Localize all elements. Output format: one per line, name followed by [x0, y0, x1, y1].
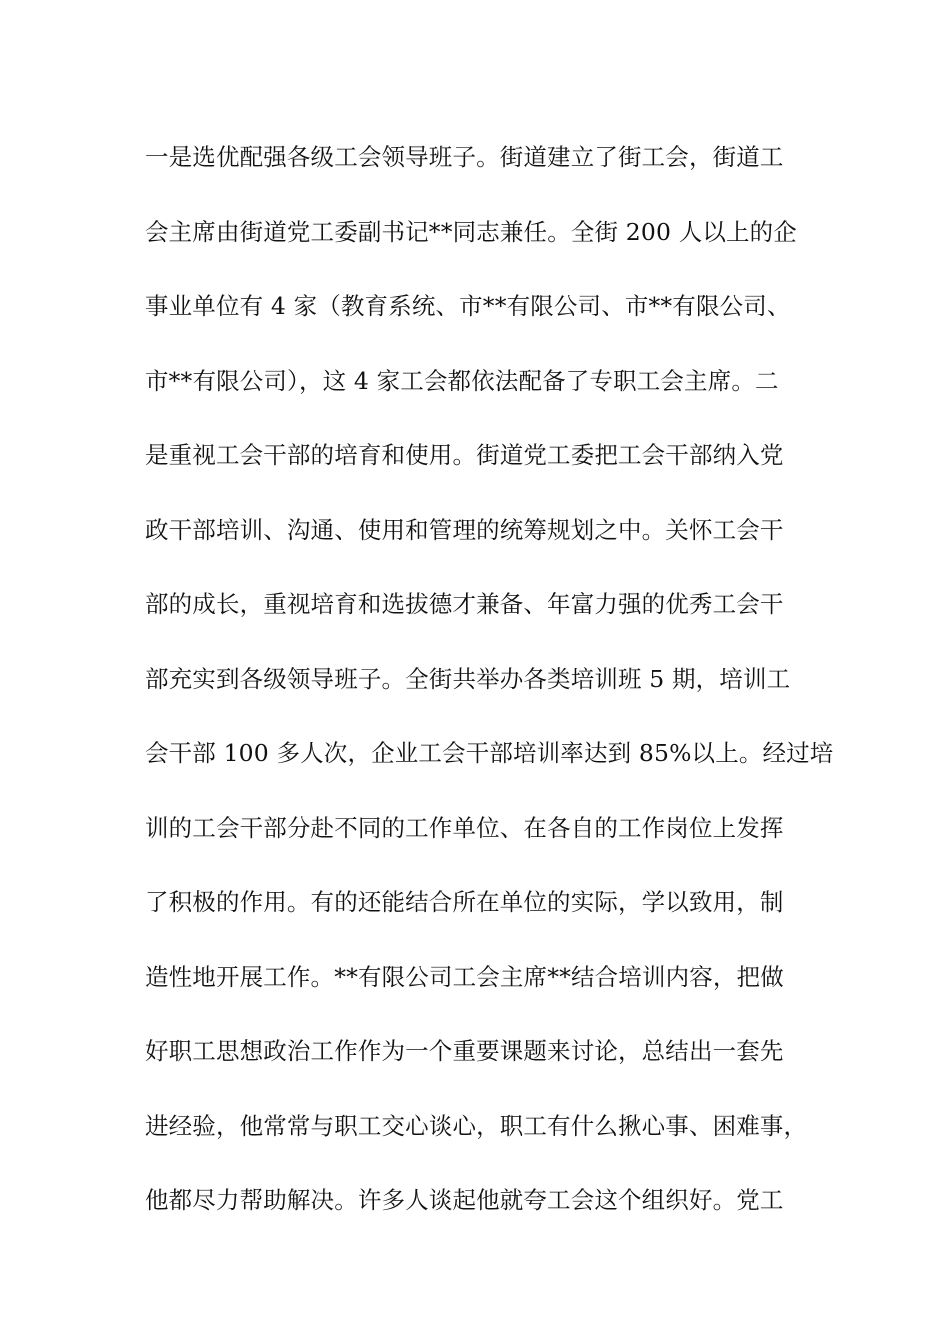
text-line: 市**有限公司），这 4 家工会都依法配备了专职工会主席。二: [145, 366, 779, 395]
text-line: 部的成长，重视培育和选拔德才兼备、年富力强的优秀工会干: [145, 590, 784, 618]
text-line: 造性地开展工作。**有限公司工会主席**结合培训内容，把做: [145, 962, 784, 991]
text-line: 政干部培训、沟通、使用和管理的统筹规划之中。关怀工会干: [145, 515, 784, 544]
text-line: 会主席由街道党工委副书记**同志兼任。全街 200 人以上的企: [145, 217, 797, 246]
text-line: 事业单位有 4 家（教育系统、市**有限公司、市**有限公司、: [145, 292, 791, 320]
body-paragraph: [145, 133, 834, 1251]
text-line: 进经验，他常常与职工交心谈心，职工有什么揪心事、困难事，: [145, 1111, 808, 1140]
text-line: 部充实到各级领导班子。全街共举办各类培训班 5 期，培训工: [145, 664, 791, 693]
text-line: 了积极的作用。有的还能结合所在单位的实际，学以致用，制: [145, 888, 784, 916]
text-line: 训的工会干部分赴不同的工作单位、在各自的工作岗位上发挥: [145, 813, 784, 842]
text-line: 是重视工会干部的培育和使用。街道党工委把工会干部纳入党: [145, 441, 784, 469]
text-line: 会干部 100 多人次，企业工会干部培训率达到 85%以上。经过培: [145, 739, 834, 767]
text-line: 好职工思想政治工作作为一个重要课题来讨论，总结出一套先: [145, 1037, 784, 1065]
text-line: 他都尽力帮助解决。许多人谈起他就夸工会这个组织好。党工: [145, 1186, 784, 1214]
text-line: 一是选优配强各级工会领导班子。街道建立了街工会，街道工: [145, 143, 784, 171]
